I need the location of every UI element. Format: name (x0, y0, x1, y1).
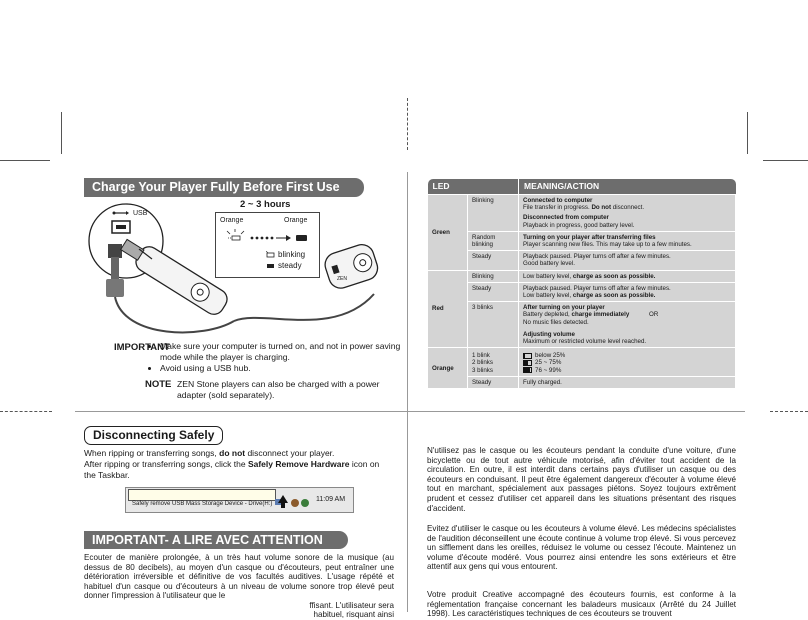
taskbar-image (125, 487, 354, 513)
led-meaning: Connected to computer File transfer in progress. Do not disconnect. Disconnected from computer Playback in progress, good battery level. (519, 195, 736, 232)
french-paragraph-3: Votre produit Creative accompagné des écouteurs fournis, est conforme à la réglementation française concernant les baladeurs musicaux (Arrêté du 24 Juillet 1998). Les caractéristiques techniques de ces écouteurs se trouvent (427, 590, 736, 619)
led-sequence-box (215, 212, 320, 278)
led-sequence-icon (224, 228, 316, 248)
legend-blinking: blinking (278, 250, 306, 259)
steady-legend-icon (266, 262, 276, 270)
crop-mark-left-h (0, 160, 50, 161)
disconnect-title: Disconnecting Safely (84, 426, 223, 445)
important-list (150, 341, 412, 374)
important-item: • Make sure your computer is turned on, and not in power saving mode while the player is charging. (160, 341, 412, 363)
led-table (427, 179, 736, 389)
blinking-legend-icon (266, 251, 276, 259)
important-item: • Avoid using a USB hub. (160, 363, 412, 374)
legend-steady: steady (278, 261, 302, 270)
led-meaning: Playback paused. Player turns off after a few minutes. Low battery level, charge as soon as possible. (519, 282, 736, 301)
taskbar-tooltip: Safely remove USB Mass Storage Device - Drive(H:) (128, 489, 276, 501)
led-red-label: Red (428, 270, 468, 348)
led-meaning: After turning on your player Battery depleted, charge immediately OR No music files detected. Adjusting volume Maximum or restricted volume level reached. (519, 302, 736, 348)
battery-mid-icon (523, 360, 532, 366)
crop-mark-right (747, 112, 748, 154)
crop-mark-left (61, 112, 62, 154)
center-h-line (75, 411, 745, 412)
led-state: Blinking (468, 270, 519, 282)
charge-title: Charge Your Player Fully Before First Use (84, 178, 364, 197)
safely-remove-hardware-icon[interactable] (273, 495, 313, 509)
important-fr-text-2: ffisant. L'utilisateur sera (309, 601, 394, 610)
state-left-label: Orange (220, 217, 244, 224)
note-label: NOTE (145, 379, 172, 390)
french-paragraph-1: N'utilisez pas le casque ou les écouteurs pendant la conduite d'une voiture, d'une bicyclette ou de tout autre véhicule motorisé, afin d'éviter tout accident de la circulation. En outre, il est interdit dans certains pays d'utiliser un casque ou des écouteurs en conduisant. Il peut être également dangereux d'écouter à volume élevé tout en marchant, spécialement aux passages piétons. Soyez toujours extrêment prudent et cessez d'utiliser cet appareil dans les situations présentant des risques d'accident. (427, 446, 736, 513)
taskbar-time: 11:09 AM (316, 496, 346, 503)
french-paragraph-2: Evitez d'utiliser le casque ou les écouteurs à volume élevé. Les médecins spécialistes de l'audition déconseillent une écoute continue à volume trop élevé. Si vous percevez un sifflement dans les oreilles, réduisez le volume ou cessez l'écoute. Maintenez un volume d'écoute modéré. Vous pourrez ainsi entendre les sons extérieurs et être attentif aux gens qui vous entourent. (427, 524, 736, 572)
led-state: Steady (468, 251, 519, 270)
meaning-header: MEANING/ACTION (519, 179, 736, 195)
usb-label: USB (133, 210, 148, 217)
battery-low-icon (523, 353, 532, 359)
zen-label: ZEN (337, 276, 347, 282)
led-state: Blinking (468, 195, 519, 232)
led-meaning: Turning on your player after transferring files Player scanning new files. This may take up to a few minutes. (519, 231, 736, 250)
led-meaning: below 25% 25 ~ 75% 76 ~ 99% (519, 348, 736, 377)
led-meaning: Fully charged. (519, 376, 736, 388)
led-state: Steady (468, 282, 519, 301)
led-state: Random blinking (468, 231, 519, 250)
usb-plug-icon (108, 244, 122, 258)
led-state: 1 blink 2 blinks 3 blinks (468, 348, 519, 377)
duration-label: 2 ~ 3 hours (240, 199, 291, 210)
important-fr-text: Ecouter de manière prolongée, à un très haut volume sonore de la musique (au dessus de 80 decibels), au moyen d'un casque ou d'écouteurs, peut entraîner une détérioration irréversible et définitive de vos facultés auditives. L'usage répété et habituel d'un casque ou d'écouteurs à un niveau de volume sonore trop élevé peut donner l'impression à l'utilisateur que le (84, 553, 394, 601)
fold-mark-left (0, 411, 52, 412)
note-text: ZEN Stone players can also be charged with a power adapter (sold separately). (177, 379, 380, 400)
center-divider (407, 172, 408, 612)
led-green-label: Green (428, 195, 468, 271)
important-fr-text-3: habituel, risquant ainsi (313, 610, 394, 619)
led-meaning: Low battery level, charge as soon as possible. (519, 270, 736, 282)
state-right-label: Orange (284, 217, 308, 224)
battery-high-icon (523, 367, 532, 373)
important-fr-title: IMPORTANT- A LIRE AVEC ATTENTION (84, 531, 348, 549)
led-orange-label: Orange (428, 348, 468, 389)
disconnect-text: When ripping or transferring songs, do not disconnect your player. After ripping or transferring songs, click the Safely Remove Hardware icon on the Taskbar. (84, 448, 380, 480)
fold-mark-top (407, 98, 408, 150)
fold-mark-right (770, 411, 808, 412)
led-state: Steady (468, 376, 519, 388)
led-header: LED (428, 179, 519, 195)
led-state: 3 blinks (468, 302, 519, 348)
crop-mark-right-h (763, 160, 808, 161)
led-meaning: Playback paused. Player turns off after a few minutes. Good battery level. (519, 251, 736, 270)
important-label: IMPORTANT (114, 342, 170, 353)
